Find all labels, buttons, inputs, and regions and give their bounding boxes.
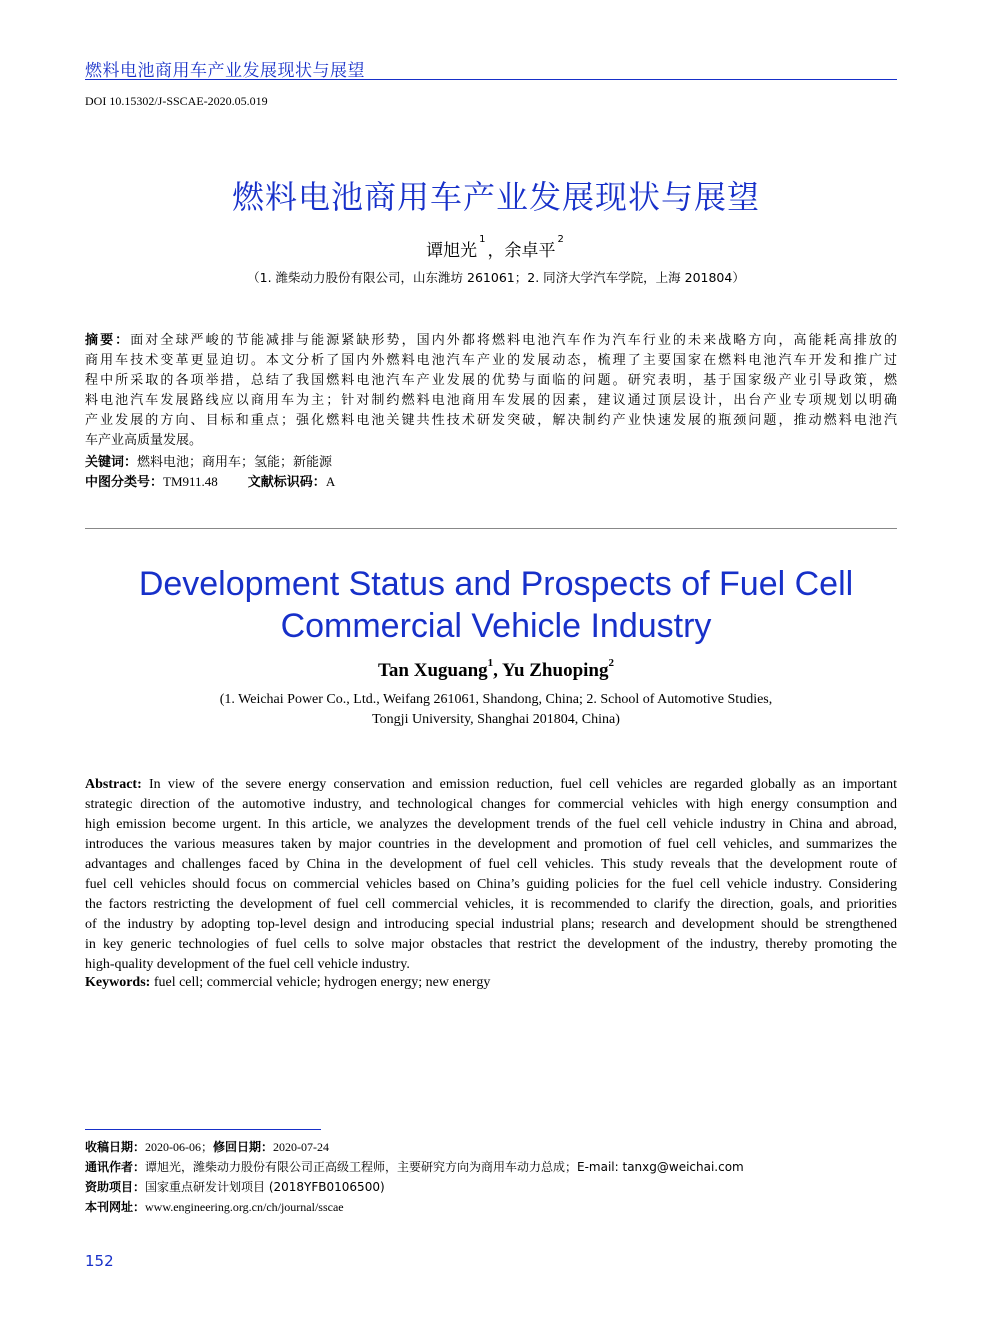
english-author-separator: , [493, 660, 502, 681]
footnote-corresponding-author [85, 1158, 744, 1175]
received-date: 2020-06-06； [145, 1140, 214, 1154]
english-abstract-line: Abstract: In view of the severe energy conservation and emission reduction, fuel cell vehicles are regarded globally as an important [85, 777, 897, 792]
page-number: 152 [85, 1252, 114, 1270]
chinese-authors [0, 236, 992, 261]
chinese-author-separator: ， [487, 241, 505, 261]
document-code-value: A [325, 474, 336, 489]
classification-value: TM911.48 [163, 474, 218, 489]
funding-value: 国家重点研发计划项目 (2018YFB0106500) [145, 1180, 385, 1194]
website-label: 本刊网址： [85, 1200, 146, 1214]
corresponding-author-label: 通讯作者： [85, 1160, 146, 1174]
english-abstract-line: introduces the various measures taken by major countries in the development and promotion of fuel cell vehicles, and summarizes the [85, 837, 897, 852]
english-keywords [85, 975, 490, 991]
english-abstract [85, 775, 897, 975]
chinese-keywords [85, 451, 332, 470]
received-label: 收稿日期： [85, 1140, 146, 1154]
chinese-author-2-sup: 2 [557, 234, 564, 245]
english-abstract-line: fuel cell vehicles should focus on commercial vehicles based on China’s guiding policies for the fuel cell vehicle industry. Considering [85, 877, 897, 892]
english-keywords-value: fuel cell; commercial vehicle; hydrogen energy; new energy [150, 975, 491, 990]
chinese-author-1: 谭旭光 [426, 241, 478, 261]
corresponding-author-value: 谭旭光，潍柴动力股份有限公司正高级工程师，主要研究方向为商用车动力总成；E-mail: tanxg@weichai.com [145, 1160, 744, 1174]
chinese-abstract-line: 车产业高质量发展。 [85, 433, 203, 448]
footnote-rule [85, 1129, 321, 1130]
english-keywords-label: Keywords: [85, 975, 151, 990]
chinese-abstract-line: 商用车技术变革更显迫切。本文分析了国内外燃料电池汽车产业的发展动态，梳理了主要国家在燃料电池汽车开发和推广过 [85, 353, 897, 368]
english-title-line-2: Commercial Vehicle Industry [280, 607, 712, 645]
english-abstract-label: Abstract: [85, 777, 142, 792]
english-abstract-line: strategic direction of the automotive industry, and technological changes for commercial vehicles with high energy consumption and [85, 797, 897, 812]
chinese-author-1-sup: 1 [479, 234, 486, 245]
revised-label: 修回日期： [213, 1140, 274, 1154]
chinese-title: 燃料电池商用车产业发展现状与展望 [231, 178, 760, 216]
chinese-abstract-line: 料电池汽车发展路线应以商用车为主；针对制约燃料电池商用车发展的因素，建议通过顶层设计，出台产业专项规划以明确 [85, 393, 897, 408]
header-rule [85, 79, 897, 80]
classification [85, 471, 335, 490]
chinese-abstract-label: 摘要： [85, 333, 131, 348]
chinese-keywords-label: 关键词： [85, 455, 138, 470]
english-abstract-line: in key generic technologies of fuel cells to solve major obstacles that restrict the development of the industry, thereby promoting the [85, 937, 897, 952]
website-link[interactable]: www.engineering.org.cn/ch/journal/sscae [145, 1200, 344, 1214]
english-affiliation-line-1: (1. Weichai Power Co., Ltd., Weifang 261061, Shandong, China; 2. School of Automotive Studies, [219, 692, 773, 707]
revised-date: 2020-07-24 [273, 1140, 330, 1154]
footnote-received [85, 1138, 329, 1155]
running-head: 燃料电池商用车产业发展现状与展望 [85, 61, 365, 81]
english-author-2-sup: 2 [608, 657, 614, 669]
english-author-1-sup: 1 [487, 657, 494, 669]
funding-label: 资助项目： [85, 1180, 146, 1194]
english-abstract-line: high-quality development of the fuel cell vehicle industry. [85, 957, 410, 972]
chinese-abstract-line: 程中所采取的各项举措，总结了我国燃料电池汽车产业发展的优势与面临的问题。研究表明，基于国家级产业引导政策，燃 [85, 373, 897, 388]
english-affiliation-line-2: Tongji University, Shanghai 201804, China) [372, 712, 620, 727]
chinese-abstract-line: 产业发展的方向、目标和重点；强化燃料电池关键共性技术研发突破，解决制约产业快速发展的瓶颈问题，推动燃料电池汽 [85, 413, 897, 428]
chinese-affiliation: （1. 潍柴动力股份有限公司，山东潍坊 261061；2. 同济大学汽车学院，上海 201804） [247, 270, 745, 285]
english-affiliation [0, 690, 992, 730]
chinese-author-2: 余卓平 [504, 241, 556, 261]
english-title-line-1: Development Status and Prospects of Fuel Cell [138, 565, 854, 603]
english-title [0, 563, 992, 647]
footnote-funding [85, 1178, 385, 1195]
english-abstract-line: of the industry by adopting top-level design and introducing special industrial plans; research and development should be strengthened [85, 917, 897, 932]
section-divider [85, 528, 897, 529]
footnote-website [85, 1198, 344, 1215]
doi: DOI 10.15302/J-SSCAE-2020.05.019 [85, 94, 268, 108]
english-abstract-line: advantages and challenges faced by China in the development of fuel cell vehicles. This study reveals that the development route of [85, 857, 897, 872]
english-author-1: Tan Xuguang [378, 660, 488, 681]
chinese-keywords-value: 燃料电池；商用车；氢能；新能源 [137, 455, 333, 470]
english-authors [0, 657, 992, 682]
classification-label: 中图分类号： [85, 475, 164, 490]
english-abstract-line: the factors restricting the development of fuel cell commercial vehicles, it is recommended to clarify the direction, goals, and priorities [85, 897, 897, 912]
chinese-abstract-line: 摘要：面对全球严峻的节能减排与能源紧缺形势，国内外都将燃料电池汽车作为汽车行业的未来战略方向，高能耗高排放的 [85, 333, 897, 348]
english-author-2: Yu Zhuoping [501, 660, 609, 681]
english-abstract-line: high emission become urgent. In this article, we analyzes the development trends of the fuel cell vehicle industry in China and abroad, [85, 817, 897, 832]
chinese-abstract [85, 331, 897, 451]
document-code-label: 文献标识码： [247, 475, 326, 490]
